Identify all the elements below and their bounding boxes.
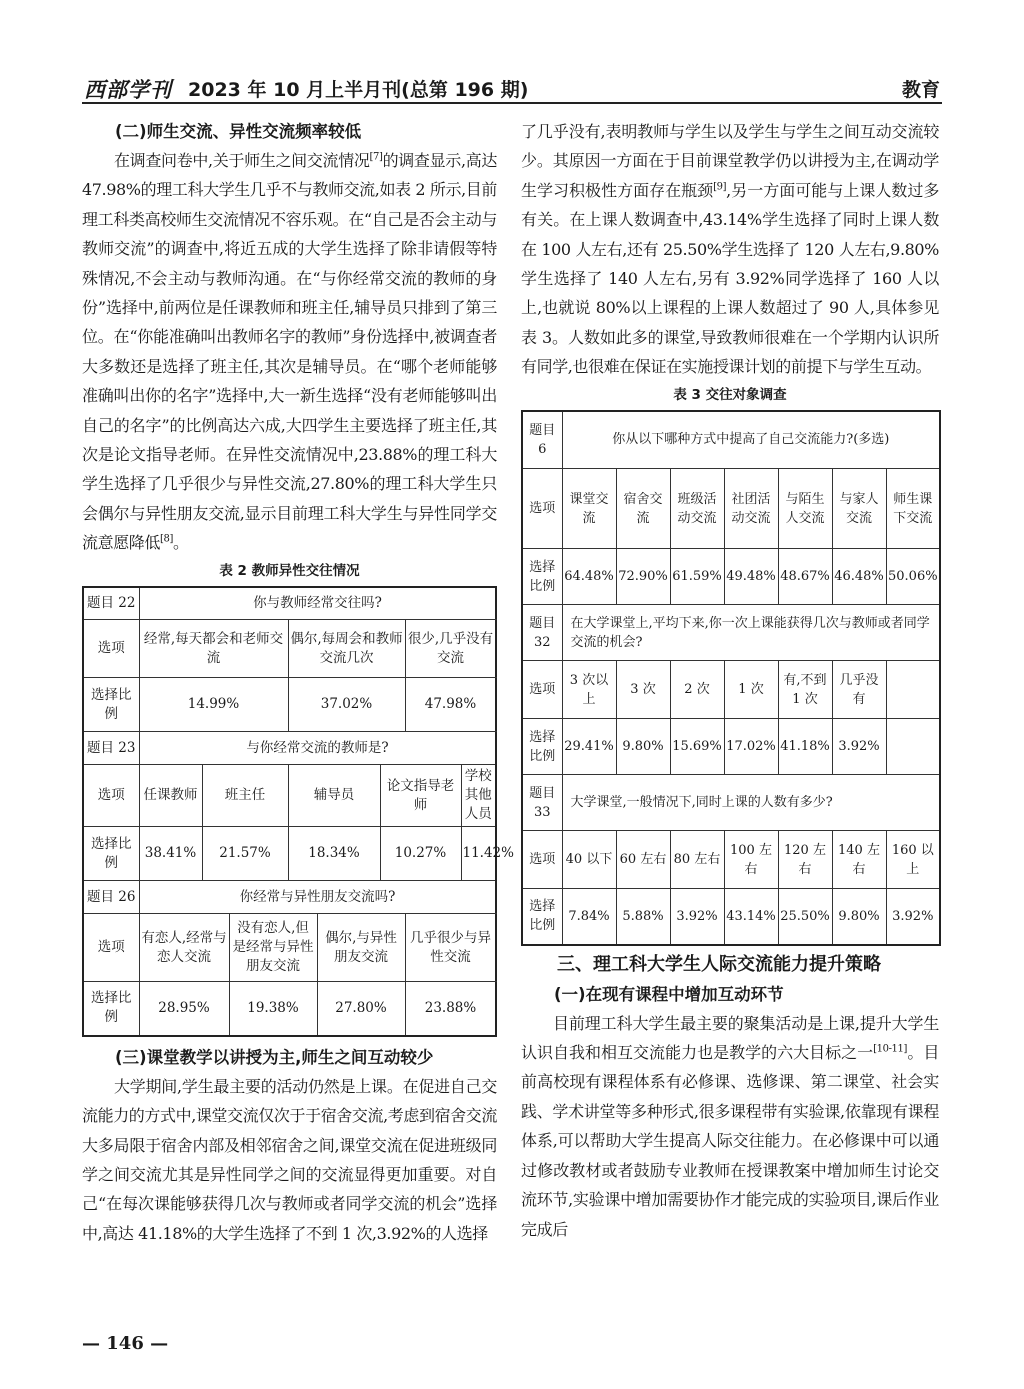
section-3-heading: 三、理工科大学生人际交流能力提升策略 [557,953,881,975]
table-cell: 41.18% [778,719,832,775]
issue-info: 2023 年 10 月上半月刊(总第 196 期) [188,79,529,101]
table-cell: 3.92% [832,719,886,775]
table-cell: 选择比例 [83,982,139,1036]
table-cell: 在大学课堂上,平均下来,你一次上课能获得几次与教师或者同学交流的机会? [562,605,940,661]
table-cell: 49.48% [724,549,778,605]
table-cell: 题目 26 [83,881,139,914]
table-cell: 选择比例 [522,549,562,605]
table-cell: 你经常与异性朋友交流吗? [139,881,496,914]
journal-logo: 西部学刊 [84,77,172,102]
section-name: 教育 [901,79,940,101]
table-cell: 9.80% [616,719,670,775]
table-cell: 没有恋人,但是经常与异性朋友交流 [229,914,317,982]
table-3 [521,410,941,946]
table-cell: 题目 6 [522,411,562,469]
table-cell: 17.02% [724,719,778,775]
table-cell: 选项 [83,914,139,982]
table-cell: 社团活动交流 [724,469,778,549]
table-cell: 学校其他人员 [461,765,496,827]
table-cell: 61.59% [670,549,724,605]
subheading-3: (三)课堂教学以讲授为主,师生之间互动较少 [115,1047,434,1067]
paragraph-1: 在调查问卷中,关于师生之间交流情况[7]的调查显示,高达 47.98%的理工科大学生几乎不与教师交流,如表 2 所示,目前理工科类高校师生交流情况不容乐观。在“自己是否会主动与教师交流”的调查中,将近五成的大学生选择了除非请假等特殊情况,不会主动与教师沟通。在“与你经常交流的教师的身份”选择中,前两位是任课教师和班主任,辅导员只排到了第三位。在“你能准确叫出教师名字的教师”身份选择中,被调查者大多数还是选择了班主任,其次是辅导员。在“哪个老师能够准确叫出你的名字”选择中,大一新生选择“没有老师能够叫出自己的名字”的比例高达六成,大四学生主要选择了班主任,其次是论文指导老师。在异性交流情况中,23.88%的理工科大学生选择了几乎很少与异性交流,27.80%的理工科大学生只会偶尔与异性朋友交流,显示目前理工科大学生与异性同学交流意愿降低[8]。 [82,151,497,553]
table-cell: 与家人交流 [832,469,886,549]
table-cell: 选项 [522,469,562,549]
citation: [7] [369,151,383,163]
table-cell: 很少,几乎没有交流 [405,620,496,678]
table-cell: 7.84% [562,889,616,945]
table-cell: 与陌生人交流 [778,469,832,549]
table-cell: 你与教师经常交往吗? [139,587,496,620]
table-cell: 几乎很少与异性交流 [405,914,496,982]
table-cell: 48.67% [778,549,832,605]
table-cell: 27.80% [317,982,405,1036]
table-cell: 宿舍交流 [616,469,670,549]
table-cell: 任课教师 [139,765,202,827]
table-cell: 论文指导老师 [380,765,461,827]
table-cell: 140 左右 [832,831,886,889]
table-cell: 9.80% [832,889,886,945]
table-cell: 3.92% [886,889,940,945]
table-cell: 偶尔,每周会和教师交流几次 [288,620,405,678]
table-cell: 辅导员 [288,765,380,827]
table-cell: 题目 33 [522,775,562,831]
table-cell: 选项 [83,620,139,678]
table-cell: 1 次 [724,661,778,719]
subheading-1: (一)在现有课程中增加互动环节 [554,984,784,1004]
table-cell: 班主任 [202,765,288,827]
table-cell: 3.92% [670,889,724,945]
table-cell: 18.34% [288,827,380,881]
table-cell: 28.95% [139,982,229,1036]
table-cell: 38.41% [139,827,202,881]
table-cell: 15.69% [670,719,724,775]
table-cell: 72.90% [616,549,670,605]
citation: [9] [713,181,727,193]
page-number: — 146 — [82,1333,169,1354]
table-cell: 班级活动交流 [670,469,724,549]
table-cell: 29.41% [562,719,616,775]
left-column [82,117,514,1248]
table-cell: 19.38% [229,982,317,1036]
table-cell: 课堂交流 [562,469,616,549]
table-cell: 选择比例 [522,889,562,945]
table-cell: 64.48% [562,549,616,605]
table-cell: 选择比例 [522,719,562,775]
table-cell: 120 左右 [778,831,832,889]
table-cell: 25.50% [778,889,832,945]
table-cell: 题目 22 [83,587,139,620]
table3-caption: 表 3 交往对象调查 [673,386,787,403]
citation: [10-11] [873,1043,907,1055]
table-cell: 题目 32 [522,605,562,661]
table-cell: 100 左右 [724,831,778,889]
table-cell: 偶尔,与异性朋友交流 [317,914,405,982]
table-cell: 选项 [83,765,139,827]
table-cell: 160 以上 [886,831,940,889]
table-cell: 题目 23 [83,732,139,765]
table-cell: 选择比例 [83,678,139,732]
table-cell: 60 左右 [616,831,670,889]
table-2 [82,586,514,1037]
table-cell: 5.88% [616,889,670,945]
paragraph-continued: 了几乎没有,表明教师与学生以及学生与学生之间互动交流较少。其原因一方面在于目前课堂教学仍以讲授为主,在调动学生学习积极性方面存在瓶颈[9],另一方面可能与上课人数过多有关。在上课人数调查中,43.14%学生选择了同时上课人数在 100 人左右,还有 25.50%学生选择了 120 人左右,9.80%学生选择了 140 人左右,另有 3.92%同学选择了 160 人以上,也就说 80%以上课程的上课人数超过了 90 人,具体参见表 3。人数如此多的课堂,导致教师很难在一个学期内认识所有同学,也很难在保证在实施授课计划的前提下与学生互动。 [521,122,939,377]
table-cell: 选择比例 [83,827,139,881]
table-cell: 43.14% [724,889,778,945]
table-cell: 选项 [522,831,562,889]
table-cell: 师生课下交流 [886,469,940,549]
table-cell: 23.88% [405,982,496,1036]
table-cell: 3 次 [616,661,670,719]
page-header [82,68,942,104]
table-cell: 50.06% [886,549,940,605]
table-cell: 几乎没有 [832,661,886,719]
table-cell: 3 次以上 [562,661,616,719]
table-cell: 有,不到 1 次 [778,661,832,719]
table-cell [886,719,940,775]
table-cell [886,661,940,719]
table2-caption: 表 2 教师异性交往情况 [219,562,360,579]
paragraph-3: 目前理工科大学生最主要的聚集活动是上课,提升大学生认识自我和相互交流能力也是教学的六大目标之一[10-11]。目前高校现有课程体系有必修课、选修课、第二课堂、社会实践、学术讲堂等多种形式,很多课程带有实验课,依靠现有课程体系,可以帮助大学生提高人际交往能力。在必修课中可以通过修改教材或者鼓励专业教师在授课教案中增加师生讨论交流环节,实验课中增加需要协作才能完成的实验项目,课后作业完成后 [521,1013,939,1239]
table-cell: 47.98% [405,678,496,732]
table-cell: 选项 [522,661,562,719]
table-cell: 2 次 [670,661,724,719]
table-cell: 80 左右 [670,831,724,889]
table-cell: 46.48% [832,549,886,605]
table-cell: 37.02% [288,678,405,732]
subheading-2: (二)师生交流、异性交流频率较低 [115,122,362,141]
paragraph-2: 大学期间,学生最主要的活动仍然是上课。在促进自己交流能力的方式中,课堂交流仅次于于宿舍交流,考虑到宿舍交流大多局限于宿舍内部及相邻宿舍之间,课堂交流在促进班级同学之间交流尤其是异性同学之间的交流显得更加重要。对自己“在每次课能够获得几次与教师或者同学交流的机会”选择中,高达 41.18%的大学生选择了不到 1 次,3.92%的人选择 [82,1076,497,1243]
table-cell: 11.42% [461,827,496,881]
table-cell: 21.57% [202,827,288,881]
table-cell: 40 以下 [562,831,616,889]
citation: [8] [160,533,173,545]
table-cell: 与你经常交流的教师是? [139,732,496,765]
table-cell: 经常,每天都会和老师交流 [139,620,288,678]
table-cell: 你从以下哪种方式中提高了自己交流能力?(多选) [562,411,940,469]
table-cell: 14.99% [139,678,288,732]
table-cell: 10.27% [380,827,461,881]
right-column [521,117,939,1244]
table-cell: 大学课堂,一般情况下,同时上课的人数有多少? [562,775,940,831]
table-cell: 有恋人,经常与恋人交流 [139,914,229,982]
